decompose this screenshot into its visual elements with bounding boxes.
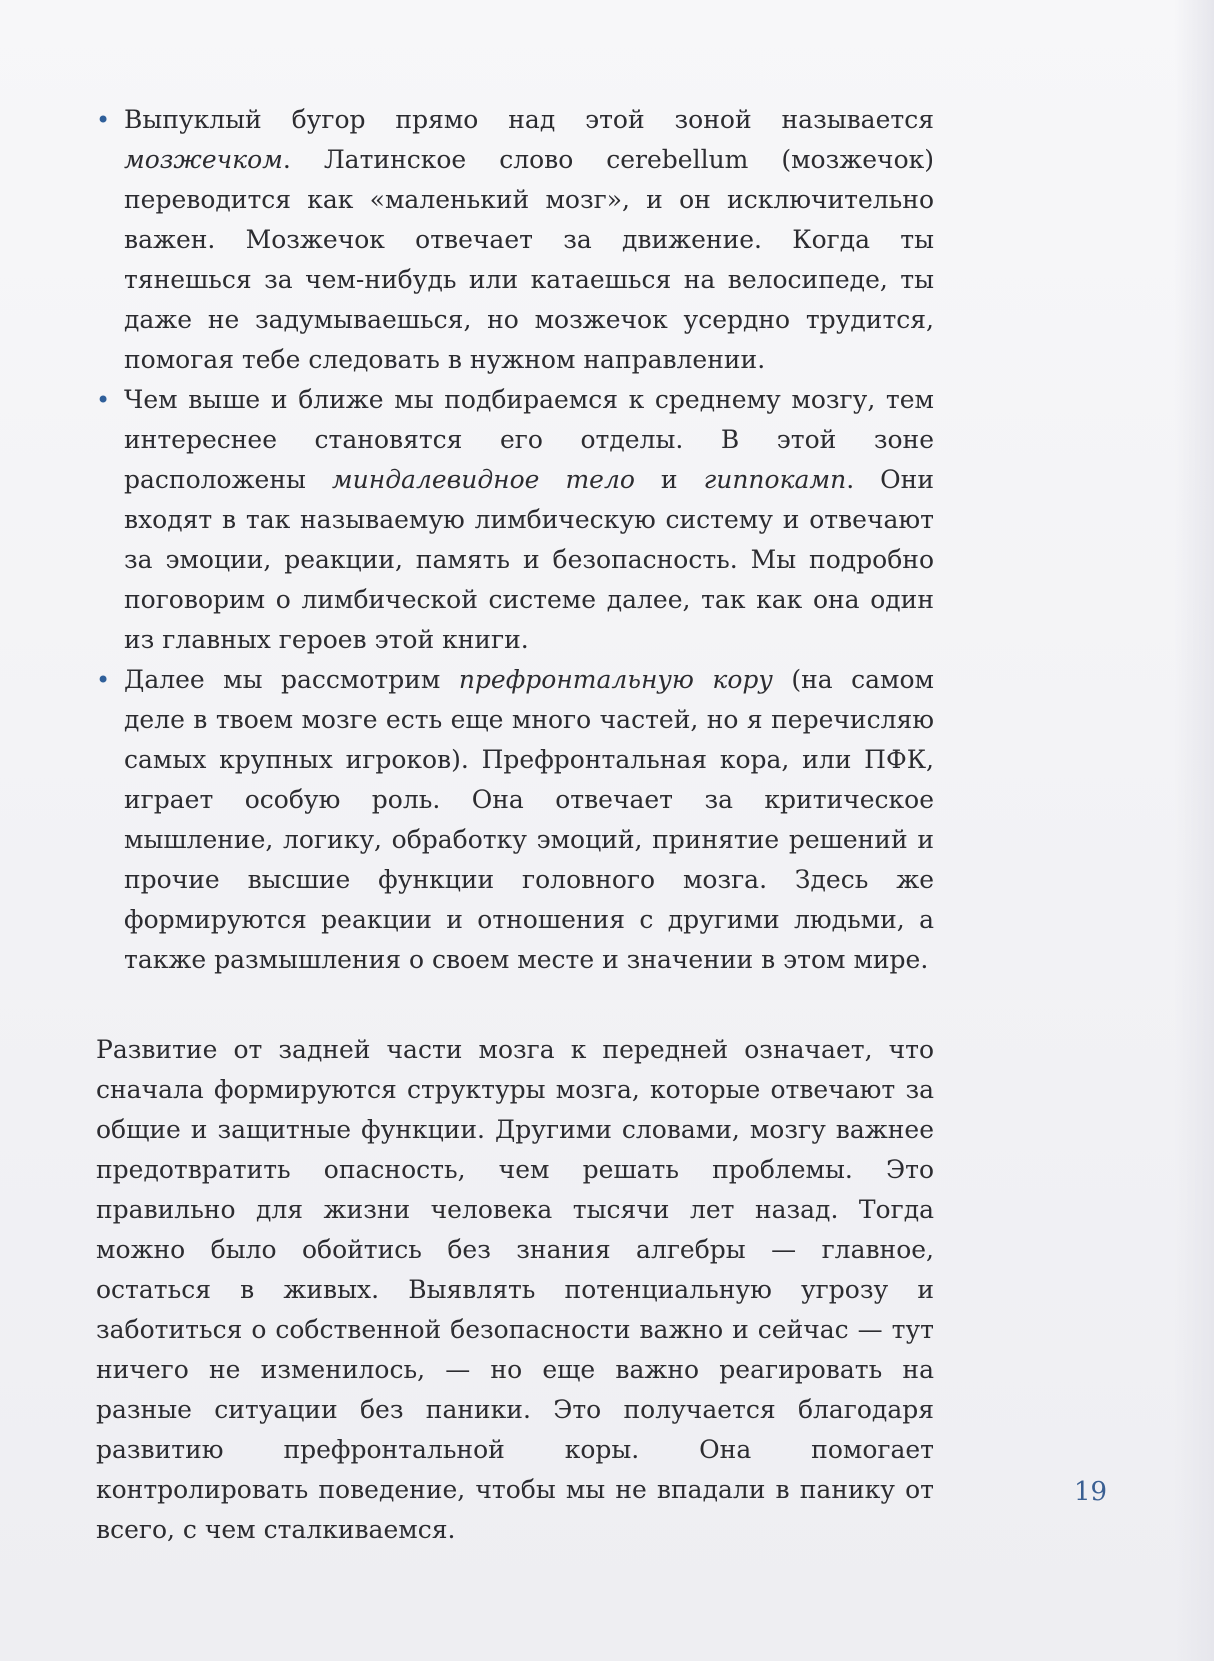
bullet-text: (на самом деле в твоем мозге есть еще много частей, но я перечисляю самых крупных игроков). Префронтальная кора, или ПФК, играет особую роль. Она отвечает за критическое мышление, логику, обработку эмоций, принятие решений и прочие высшие функции головного мозга. Здесь же формируются реакции и отношения с другими людьми, а также размышления о своем месте и значении в этом мире. [124, 665, 934, 974]
page-number: 19 [1074, 1477, 1108, 1507]
bullet-icon: • [96, 106, 111, 134]
term-hippocampus: гиппокамп [703, 465, 847, 494]
bullet-item-cerebellum [96, 100, 934, 380]
term-prefrontal-cortex: префронтальную кору [458, 665, 773, 694]
bullet-list [96, 100, 934, 980]
page-text [96, 100, 934, 1550]
body-paragraph: Развитие от задней части мозга к передней означает, что сначала формируются структуры мозга, которые отвечают за общие и защитные функции. Другими словами, мозгу важнее предотвратить опасность, чем решать проблемы. Это правильно для жизни человека тысячи лет назад. Тогда можно было обойтись без знания алгебры — главное, остаться в живых. Выявлять потенциальную угрозу и заботиться о собственной безопасности важно и сейчас — тут ничего не изменилось, — но еще важно реагировать на разные ситуации без паники. Это получается благодаря развитию префронтальной коры. Она помогает контролировать поведение, чтобы мы не впадали в панику от всего, с чем сталкиваемся. [96, 1035, 934, 1544]
bullet-icon: • [96, 666, 111, 694]
bullet-text: Далее мы рассмотрим [124, 665, 459, 694]
term-amygdala: миндалевидное тело [331, 465, 635, 494]
bullet-text: . Латинское слово cerebellum (мозжечок) переводится как «маленький мозг», и он исключительно важен. Мозжечок отвечает за движение. Когда ты тянешься за чем-нибудь или катаешься на велосипеде, ты даже не задумываешься, но мозжечок усердно трудится, помогая тебе следовать в нужном направлении. [124, 145, 934, 374]
bullet-text: Чем выше и ближе мы подбираемся к среднему мозгу, тем интереснее становятся его отделы. В этой зоне расположены [124, 385, 934, 494]
bullet-text: и [634, 465, 704, 494]
bullet-item-prefrontal [96, 660, 934, 980]
bullet-icon: • [96, 386, 111, 414]
bullet-text: Выпуклый бугор прямо над этой зоной называется [124, 105, 934, 134]
bullet-text: . Они входят в так называемую лимбическую систему и отвечают за эмоции, реакции, память и безопасность. Мы подробно поговорим о лимбической системе далее, так как она один из главных героев этой книги. [124, 465, 934, 654]
page-edge-shadow [1174, 0, 1214, 1661]
bullet-item-midbrain [96, 380, 934, 660]
term-cerebellum: мозжечком [124, 145, 283, 174]
